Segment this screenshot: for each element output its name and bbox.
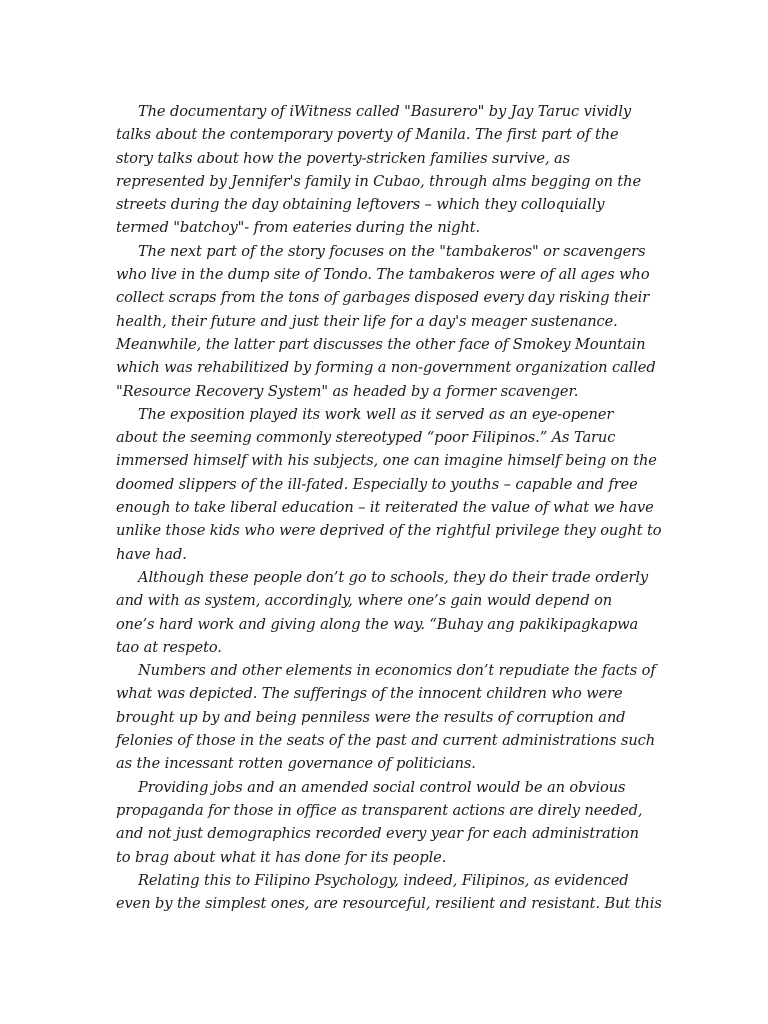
text-line: story talks about how the poverty-stricken families survive, as <box>116 149 571 167</box>
text-line: talks about the contemporary poverty of Manila. The first part of the <box>116 126 619 144</box>
essay-body <box>116 100 662 915</box>
text-line: as the incessant rotten governance of politicians. <box>116 755 476 773</box>
text-line: immersed himself with his subjects, one can imagine himself being on the <box>116 452 657 470</box>
text-line: about the seeming commonly stereotyped “poor Filipinos.” As Taruc <box>116 429 616 447</box>
text-line: Meanwhile, the latter part discusses the other face of Smokey Mountain <box>116 335 646 353</box>
text-line: enough to take liberal education – it reiterated the value of what we have <box>116 499 654 517</box>
paragraph-first-line: Providing jobs and an amended social control would be an obvious <box>138 778 626 796</box>
text-line: tao at respeto. <box>116 638 222 656</box>
text-line: unlike those kids who were deprived of the rightful privilege they ought to <box>116 522 662 540</box>
text-line: termed "batchoy"- from eateries during the night. <box>116 219 481 237</box>
text-line: doomed slippers of the ill-fated. Especially to youths – capable and free <box>116 475 638 493</box>
text-line: to brag about what it has done for its people. <box>116 848 447 866</box>
paragraph-first-line: Numbers and other elements in economics don’t repudiate the facts of <box>138 662 656 680</box>
text-line: even by the simplest ones, are resourceful, resilient and resistant. But this <box>116 895 662 913</box>
paragraph-first-line: The documentary of iWitness called "Basurero" by Jay Taruc vividly <box>138 103 632 120</box>
text-line: what was depicted. The sufferings of the innocent children who were <box>116 685 623 703</box>
text-line: collect scraps from the tons of garbages disposed every day risking their <box>116 289 650 307</box>
text-line: streets during the day obtaining leftovers – which they colloquially <box>116 196 605 214</box>
paragraph-first-line: The exposition played its work well as it served as an eye-opener <box>138 405 614 423</box>
text-line: "Resource Recovery System" as headed by a former scavenger. <box>116 382 579 400</box>
text-line: brought up by and being penniless were the results of corruption and <box>116 708 626 726</box>
paragraph-first-line: The next part of the story focuses on the "tambakeros" or scavengers <box>138 242 646 260</box>
text-line: represented by Jennifer's family in Cubao, through alms begging on the <box>116 172 642 190</box>
text-line: health, their future and just their life for a day's meager sustenance. <box>116 312 618 330</box>
text-line: and not just demographics recorded every year for each administration <box>116 825 639 843</box>
text-line: have had. <box>116 545 187 563</box>
paragraph-first-line: Although these people don’t go to schools, they do their trade orderly <box>138 568 649 586</box>
text-line: which was rehabilitized by forming a non-government organization called <box>116 359 656 377</box>
text-line: one’s hard work and giving along the way. “Buhay ang pakikipagkapwa <box>116 615 639 633</box>
text-line: who live in the dump site of Tondo. The tambakeros were of all ages who <box>116 266 650 284</box>
text-line: propaganda for those in office as transparent actions are direly needed, <box>116 801 643 819</box>
paragraph-first-line: Relating this to Filipino Psychology, indeed, Filipinos, as evidenced <box>138 871 629 889</box>
text-line: felonies of those in the seats of the past and current administrations such <box>116 732 656 750</box>
text-line: and with as system, accordingly, where one’s gain would depend on <box>116 592 613 610</box>
